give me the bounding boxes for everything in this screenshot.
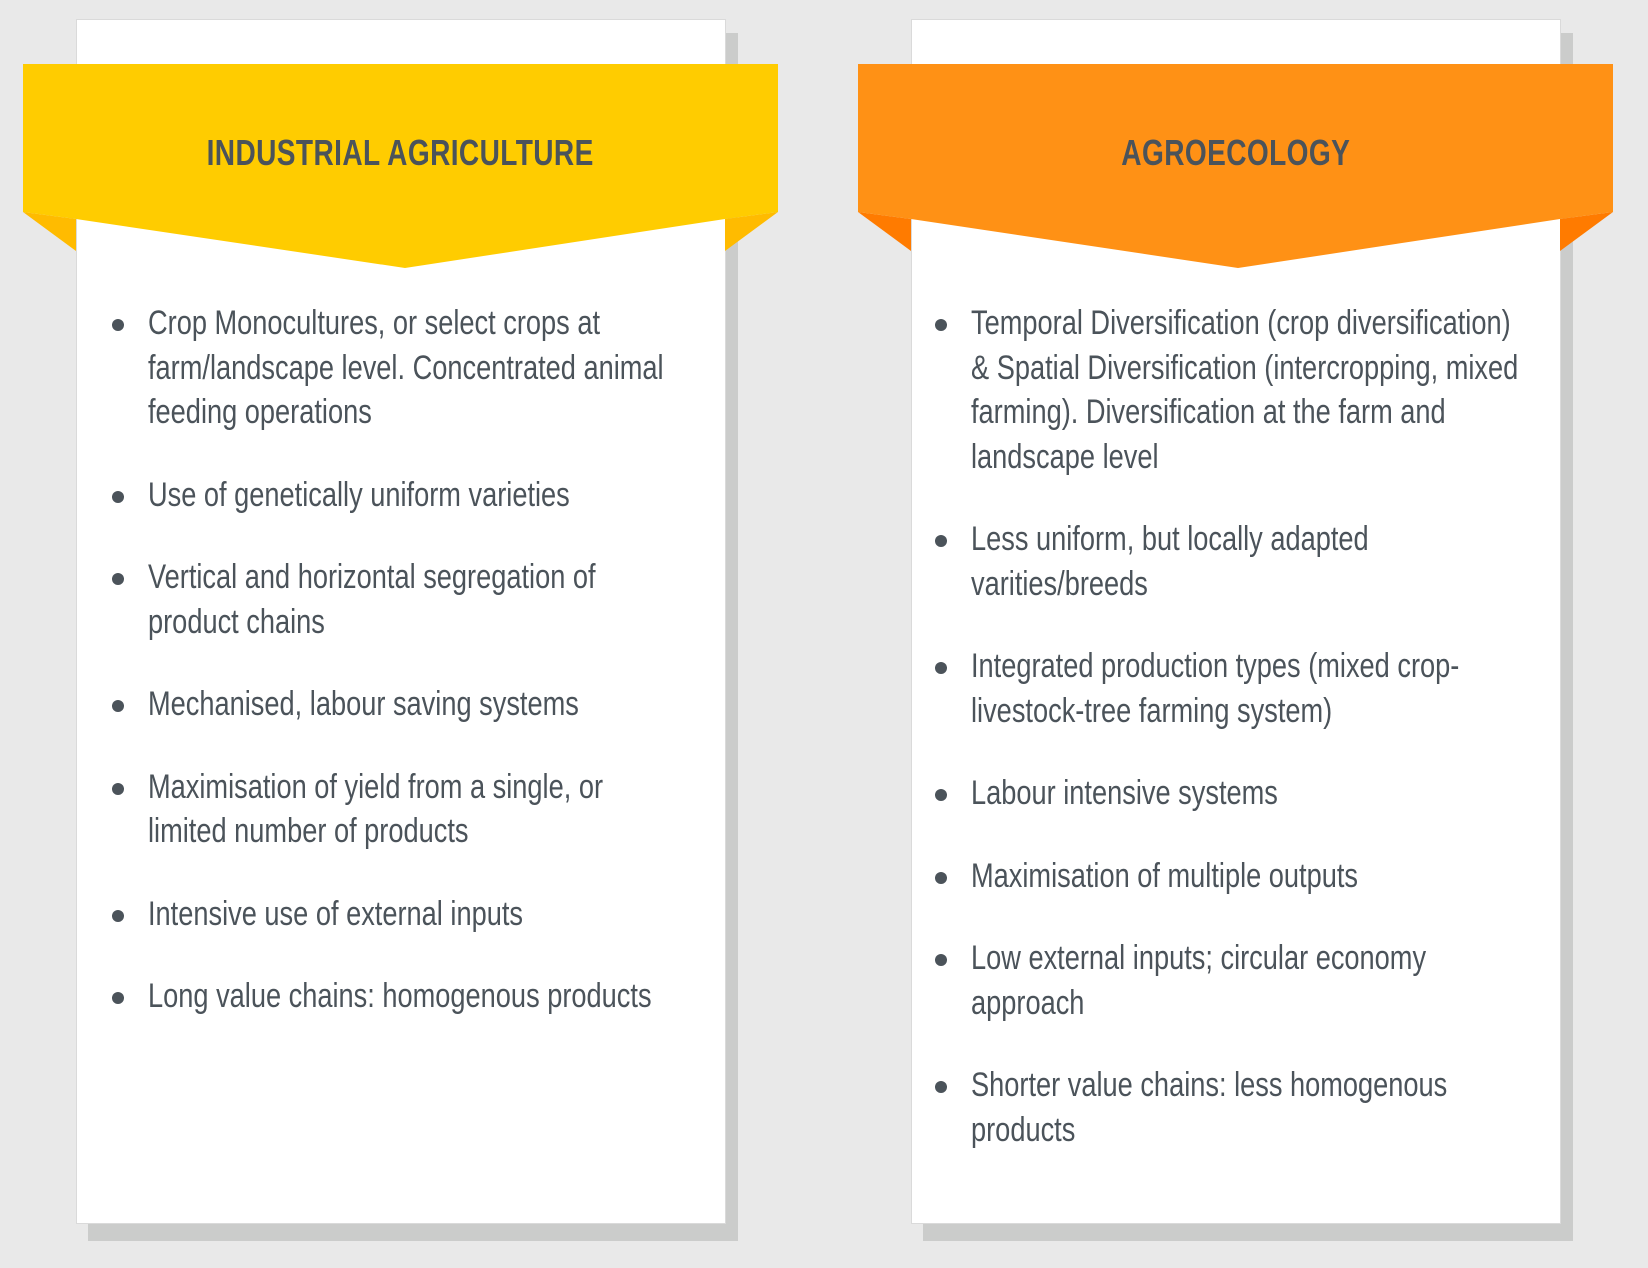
- bullet-icon: [112, 783, 124, 795]
- list-item: Low external inputs; circular economy approach: [971, 936, 1536, 1025]
- list-item: Maximisation of multiple outputs: [971, 854, 1536, 899]
- bullet-icon: [935, 535, 947, 547]
- bullet-icon: [112, 992, 124, 1004]
- bullet-icon: [112, 491, 124, 503]
- bullet-icon: [935, 954, 947, 966]
- list-item: Vertical and horizontal segregation of product chains: [148, 555, 688, 644]
- list-item: Integrated production types (mixed crop-livestock-tree farming system): [971, 644, 1536, 733]
- list-item: Use of genetically uniform varieties: [148, 473, 688, 518]
- list-item: Crop Monocultures, or select crops at farm/landscape level. Concentrated animal feeding operations: [148, 301, 688, 435]
- bullet-icon: [935, 1081, 947, 1093]
- agroecology-banner: [858, 64, 1613, 274]
- list-item: Less uniform, but locally adapted varities/breeds: [971, 517, 1536, 606]
- bullet-icon: [112, 319, 124, 331]
- bullet-icon: [112, 573, 124, 585]
- list-item: Intensive use of external inputs: [148, 892, 688, 937]
- list-item: Temporal Diversification (crop diversification) & Spatial Diversification (intercropping, mixed farming). Diversification at the farm and landscape level: [971, 301, 1536, 479]
- industrial-banner: [23, 64, 778, 274]
- bullet-icon: [112, 910, 124, 922]
- list-item: Mechanised, labour saving systems: [148, 682, 688, 727]
- bullet-icon: [935, 789, 947, 801]
- bullet-icon: [935, 662, 947, 674]
- list-item: Labour intensive systems: [971, 771, 1536, 816]
- industrial-list: [148, 301, 688, 1057]
- bullet-icon: [112, 700, 124, 712]
- agroecology-list: [971, 301, 1536, 1190]
- industrial-title: INDUSTRIAL AGRICULTURE: [206, 132, 595, 173]
- bullet-icon: [935, 319, 947, 331]
- bullet-icon: [935, 872, 947, 884]
- list-item: Maximisation of yield from a single, or limited number of products: [148, 765, 688, 854]
- agroecology-title: AGROECOLOGY: [1121, 132, 1350, 173]
- list-item: Long value chains: homogenous products: [148, 974, 688, 1019]
- list-item: Shorter value chains: less homogenous products: [971, 1063, 1536, 1152]
